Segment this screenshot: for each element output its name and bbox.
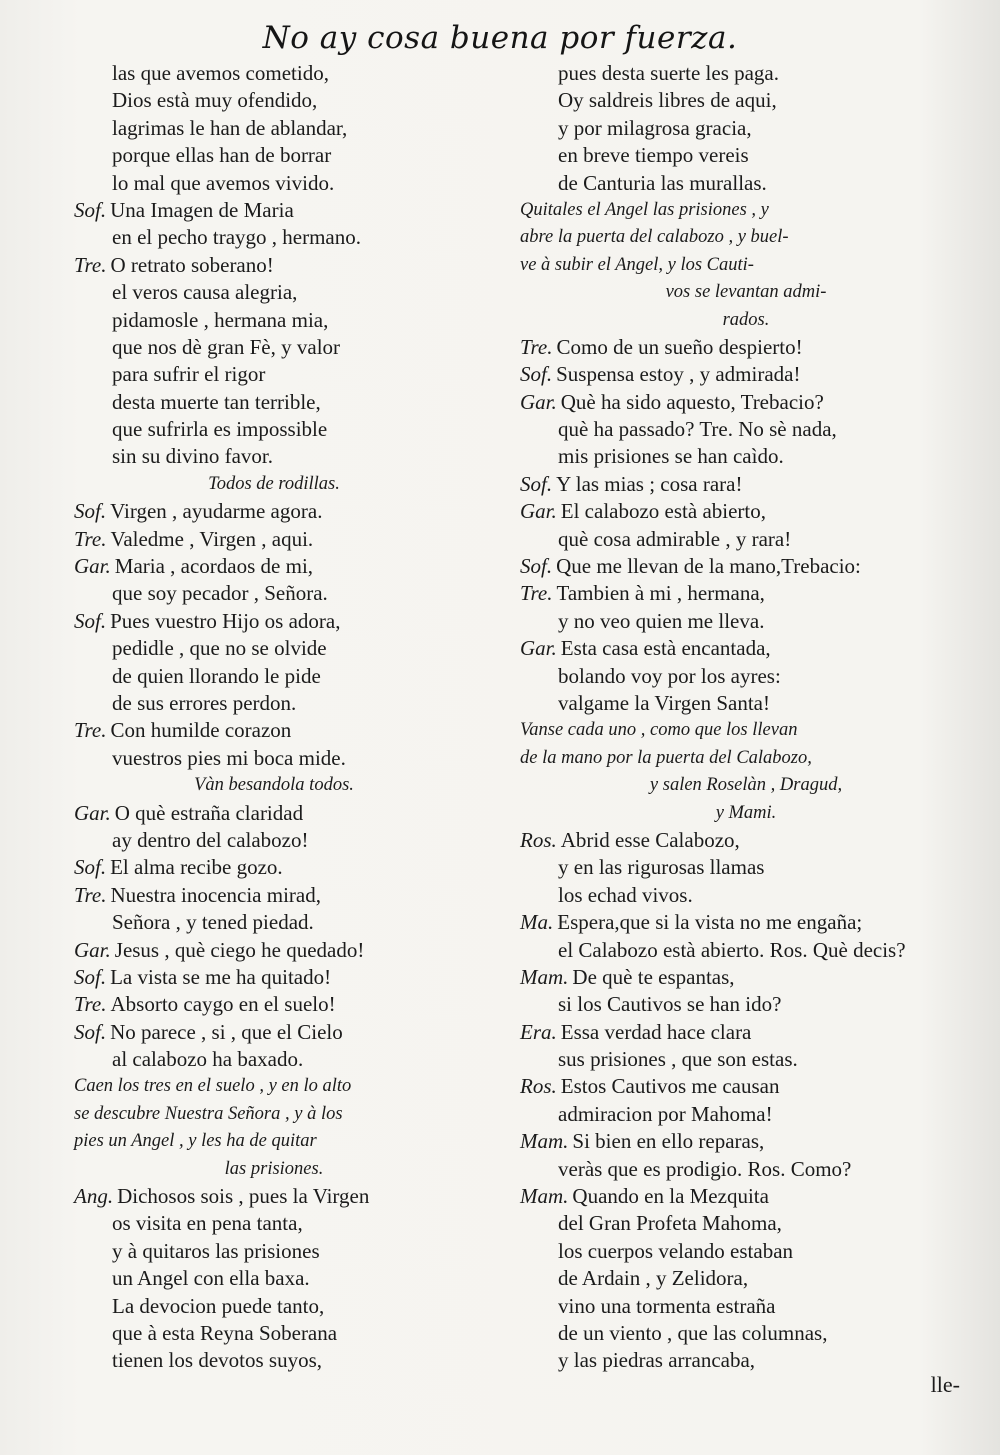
speaker-label: Tre. — [74, 252, 107, 277]
verse-text: y à quitaros las prisiones — [112, 1238, 320, 1263]
verse-text: Estos Cautivos me causan — [560, 1074, 780, 1099]
verse-text: los echad vivos. — [558, 882, 693, 907]
verse-line — [74, 252, 474, 279]
catchword: lle- — [930, 1372, 960, 1397]
verse-line — [520, 1293, 972, 1320]
speaker-label: Tre. — [74, 718, 107, 743]
verse-text: y por milagrosa gracia, — [558, 115, 752, 140]
verse-text: Jesus , què ciego he quedado! — [114, 937, 365, 962]
verse-line — [74, 937, 474, 964]
verse-line — [520, 416, 972, 443]
verse-line — [520, 1101, 972, 1128]
verse-line — [520, 964, 972, 991]
verse-line — [74, 800, 474, 827]
verse-line — [520, 909, 972, 936]
verse-text: veràs que es prodigio. Ros. Como? — [558, 1156, 852, 1181]
verse-line — [520, 60, 972, 87]
verse-line — [74, 142, 474, 169]
verse-line — [74, 717, 474, 744]
verse-line — [520, 1320, 972, 1347]
verse-line — [520, 389, 972, 416]
verse-line — [74, 991, 474, 1018]
verse-text: vino una tormenta estraña — [558, 1293, 776, 1318]
verse-line — [520, 1156, 972, 1183]
verse-text: lo mal que avemos vivido. — [112, 170, 335, 195]
verse-text: De què te espantas, — [572, 964, 735, 989]
verse-text: de un viento , que las columnas, — [558, 1320, 828, 1345]
verse-line — [520, 690, 972, 717]
verse-text: Nuestra inocencia mirad, — [110, 882, 321, 907]
verse-line — [74, 1293, 474, 1320]
verse-line — [74, 526, 474, 553]
verse-line — [520, 991, 972, 1018]
verse-text: Que me llevan de la mano,Trebacio: — [556, 554, 861, 579]
verse-text: La devocion puede tanto, — [112, 1293, 325, 1318]
speaker-label: Sof. — [74, 608, 107, 633]
stage-direction: Quitales el Angel las prisiones , y — [520, 199, 769, 220]
verse-line — [520, 1019, 972, 1046]
verse-text: que sufrirla es impossible — [112, 417, 328, 442]
verse-line — [74, 87, 474, 114]
verse-text: el Calabozo està abierto. Ros. Què decis? — [558, 937, 906, 962]
verse-line — [74, 608, 474, 635]
verse-text: desta muerte tan terrible, — [112, 389, 321, 414]
verse-line — [74, 1265, 474, 1292]
verse-line — [74, 745, 474, 772]
speaker-label: Ros. — [520, 1074, 557, 1099]
verse-line — [520, 498, 972, 525]
verse-text: pedidle , que no se olvide — [112, 636, 327, 661]
speaker-label: Sof. — [74, 855, 107, 880]
speaker-label: Mam. — [520, 1184, 569, 1209]
verse-text: Suspensa estoy , y admirada! — [556, 362, 801, 387]
verse-text: el veros causa alegria, — [112, 280, 298, 305]
verse-text: para sufrir el rigor — [112, 362, 266, 387]
verse-text: Absorto caygo en el suelo! — [110, 992, 336, 1017]
verse-line — [74, 553, 474, 580]
verse-line — [74, 635, 474, 662]
verse-text: porque ellas han de borrar — [112, 143, 332, 168]
verse-line — [74, 443, 474, 470]
verse-line — [520, 334, 972, 361]
verse-text: Essa verdad hace clara — [560, 1019, 752, 1044]
verse-line — [520, 1265, 972, 1292]
stage-direction: y Mami. — [715, 802, 777, 823]
verse-text: Dichosos sois , pues la Virgen — [117, 1184, 370, 1209]
verse-line — [520, 1046, 972, 1073]
speaker-label: Tre. — [520, 334, 553, 359]
verse-text: Una Imagen de Maria — [110, 197, 294, 222]
verse-line — [520, 580, 972, 607]
stage-direction: abre la puerta del calabozo , y buel- — [520, 227, 789, 248]
verse-line — [520, 1073, 972, 1100]
verse-line — [520, 1183, 972, 1210]
verse-text: Señora , y tened piedad. — [112, 910, 314, 935]
verse-text: vuestros pies mi boca mide. — [112, 745, 346, 770]
verse-text: en el pecho traygo , hermano. — [112, 225, 361, 250]
verse-text: La vista se me ha quitado! — [110, 964, 332, 989]
verse-text: tienen los devotos suyos, — [112, 1348, 322, 1373]
verse-text: y en las rigurosas llamas — [558, 855, 765, 880]
speaker-label: Tre. — [74, 526, 107, 551]
verse-text: Virgen , ayudarme agora. — [110, 499, 323, 524]
verse-line — [520, 827, 972, 854]
verse-text: El alma recibe gozo. — [110, 855, 283, 880]
speaker-label: Gar. — [520, 389, 557, 414]
stage-direction: Todos de rodillas. — [208, 473, 340, 494]
verse-line — [520, 854, 972, 881]
verse-text: O retrato soberano! — [110, 252, 274, 277]
verse-line — [74, 1046, 474, 1073]
verse-line — [74, 854, 474, 881]
left-column — [74, 60, 474, 1375]
verse-text: bolando voy por los ayres: — [558, 663, 781, 688]
speaker-label: Ma. — [520, 910, 554, 935]
verse-line — [74, 416, 474, 443]
stage-direction: pies un Angel , y les ha de quitar — [74, 1131, 317, 1152]
speaker-label: Gar. — [520, 636, 557, 661]
verse-text: Dios està muy ofendido, — [112, 88, 318, 113]
speaker-label: Mam. — [520, 1129, 569, 1154]
verse-text: Abrid esse Calabozo, — [560, 827, 740, 852]
verse-text: del Gran Profeta Mahoma, — [558, 1211, 782, 1236]
verse-line — [74, 279, 474, 306]
verse-line — [74, 60, 474, 87]
verse-line — [74, 115, 474, 142]
speaker-label: Gar. — [74, 937, 111, 962]
speaker-label: Ros. — [520, 827, 557, 852]
verse-text: Como de un sueño despierto! — [556, 334, 803, 359]
verse-text: Què ha sido aquesto, Trebacio? — [560, 389, 824, 414]
verse-line — [520, 635, 972, 662]
verse-text: Oy saldreis libres de aqui, — [558, 88, 777, 113]
verse-line — [74, 224, 474, 251]
verse-text: en breve tiempo vereis — [558, 143, 749, 168]
speaker-label: Tre. — [520, 581, 553, 606]
verse-text: pues desta suerte les paga. — [558, 61, 780, 85]
verse-text: pidamosle , hermana mia, — [112, 307, 329, 332]
verse-line — [520, 87, 972, 114]
verse-text: al calabozo ha baxado. — [112, 1047, 304, 1072]
verse-text: que soy pecador , Señora. — [112, 581, 328, 606]
speaker-label: Sof. — [74, 1019, 107, 1044]
verse-text: de Canturia las murallas. — [558, 170, 767, 195]
verse-line — [520, 1238, 972, 1265]
verse-line — [74, 307, 474, 334]
verse-text: mis prisiones se han caìdo. — [558, 444, 784, 469]
verse-text: Esta casa està encantada, — [560, 636, 771, 661]
verse-line — [520, 1347, 972, 1374]
verse-line — [74, 170, 474, 197]
verse-text: admiracion por Mahoma! — [558, 1101, 773, 1126]
verse-text: sin su divino favor. — [112, 444, 273, 469]
speaker-label: Gar. — [74, 800, 111, 825]
verse-line — [74, 498, 474, 525]
speaker-label: Sof. — [74, 499, 107, 524]
verse-text: Espera,que si la vista no me engaña; — [557, 910, 863, 935]
verse-line — [520, 526, 972, 553]
verse-text: y las piedras arrancaba, — [558, 1348, 756, 1373]
stage-direction: ve à subir el Angel, y los Cauti- — [520, 254, 754, 275]
stage-direction: rados. — [722, 309, 770, 330]
verse-text: sus prisiones , que son estas. — [558, 1047, 798, 1072]
speaker-label: Sof. — [520, 362, 553, 387]
verse-text: No parece , si , que el Cielo — [110, 1019, 343, 1044]
stage-direction: se descubre Nuestra Señora , y à los — [74, 1103, 343, 1124]
verse-line — [74, 1238, 474, 1265]
verse-line — [520, 608, 972, 635]
speaker-label: Sof. — [520, 554, 553, 579]
speaker-label: Tre. — [74, 882, 107, 907]
verse-line — [74, 580, 474, 607]
verse-line — [520, 937, 972, 964]
speaker-label: Sof. — [74, 964, 107, 989]
verse-text: què cosa admirable , y rara! — [558, 526, 792, 551]
verse-text: os visita en pena tanta, — [112, 1211, 303, 1236]
verse-line — [520, 361, 972, 388]
verse-line — [74, 663, 474, 690]
verse-line — [520, 663, 972, 690]
verse-line — [74, 1320, 474, 1347]
verse-text: un Angel con ella baxa. — [112, 1266, 310, 1291]
verse-text: O què estraña claridad — [114, 800, 304, 825]
verse-line — [74, 1019, 474, 1046]
verse-line — [74, 827, 474, 854]
verse-text: què ha passado? Tre. No sè nada, — [558, 417, 837, 442]
speaker-label: Sof. — [74, 197, 107, 222]
verse-line — [520, 142, 972, 169]
verse-text: que nos dè gran Fè, y valor — [112, 334, 341, 359]
verse-line — [74, 1347, 474, 1374]
verse-line — [520, 553, 972, 580]
verse-text: y no veo quien me lleva. — [558, 608, 765, 633]
verse-text: valgame la Virgen Santa! — [558, 690, 770, 715]
verse-line — [520, 471, 972, 498]
verse-line — [520, 170, 972, 197]
stage-direction: Vàn besandola todos. — [194, 775, 354, 796]
verse-text: Si bien en ello reparas, — [572, 1129, 765, 1154]
speaker-label: Mam. — [520, 964, 569, 989]
speaker-label: Era. — [520, 1019, 557, 1044]
verse-line — [74, 882, 474, 909]
verse-text: Valedme , Virgen , aqui. — [110, 526, 314, 551]
stage-direction: Caen los tres en el suelo , y en lo alto — [74, 1076, 352, 1097]
speaker-label: Gar. — [74, 554, 111, 579]
verse-text: Con humilde corazon — [110, 718, 292, 743]
verse-text: los cuerpos velando estaban — [558, 1238, 794, 1263]
verse-line — [520, 1128, 972, 1155]
right-column — [520, 60, 972, 1375]
verse-line — [520, 115, 972, 142]
verse-text: las que avemos cometido, — [112, 61, 329, 85]
verse-text: de quien llorando le pide — [112, 663, 321, 688]
verse-line — [74, 334, 474, 361]
speaker-label: Gar. — [520, 499, 557, 524]
speaker-label: Tre. — [74, 992, 107, 1017]
speaker-label: Sof. — [520, 471, 553, 496]
verse-text: El calabozo està abierto, — [560, 499, 766, 524]
verse-line — [74, 361, 474, 388]
verse-line — [520, 443, 972, 470]
verse-line — [74, 690, 474, 717]
verse-line — [74, 1210, 474, 1237]
running-header: No ay cosa buena por fuerza. — [262, 20, 738, 56]
stage-direction: Vanse cada uno , como que los llevan — [520, 720, 798, 741]
verse-text: ay dentro del calabozo! — [112, 827, 309, 852]
verse-line — [74, 964, 474, 991]
verse-line — [74, 909, 474, 936]
stage-direction: vos se levantan admi- — [665, 282, 827, 303]
verse-line — [520, 1210, 972, 1237]
verse-text: de sus errores perdon. — [112, 690, 297, 715]
verse-text: Pues vuestro Hijo os adora, — [110, 608, 341, 633]
verse-line — [74, 1183, 474, 1210]
verse-text: si los Cautivos se han ido? — [558, 992, 782, 1017]
verse-line — [74, 197, 474, 224]
verse-text: que à esta Reyna Soberana — [112, 1320, 338, 1345]
speaker-label: Ang. — [74, 1184, 114, 1209]
verse-text: de Ardain , y Zelidora, — [558, 1266, 749, 1291]
verse-text: Quando en la Mezquita — [572, 1184, 769, 1209]
stage-direction: las prisiones. — [224, 1158, 324, 1179]
verse-text: Y las mias ; cosa rara! — [556, 471, 743, 496]
verse-text: Tambien à mi , hermana, — [556, 581, 765, 606]
verse-line — [520, 882, 972, 909]
stage-direction: y salen Roselàn , Dragud, — [649, 775, 843, 796]
verse-text: lagrimas le han de ablandar, — [112, 115, 348, 140]
verse-line — [74, 389, 474, 416]
verse-text: Maria , acordaos de mi, — [114, 554, 314, 579]
stage-direction: de la mano por la puerta del Calabozo, — [520, 747, 812, 768]
